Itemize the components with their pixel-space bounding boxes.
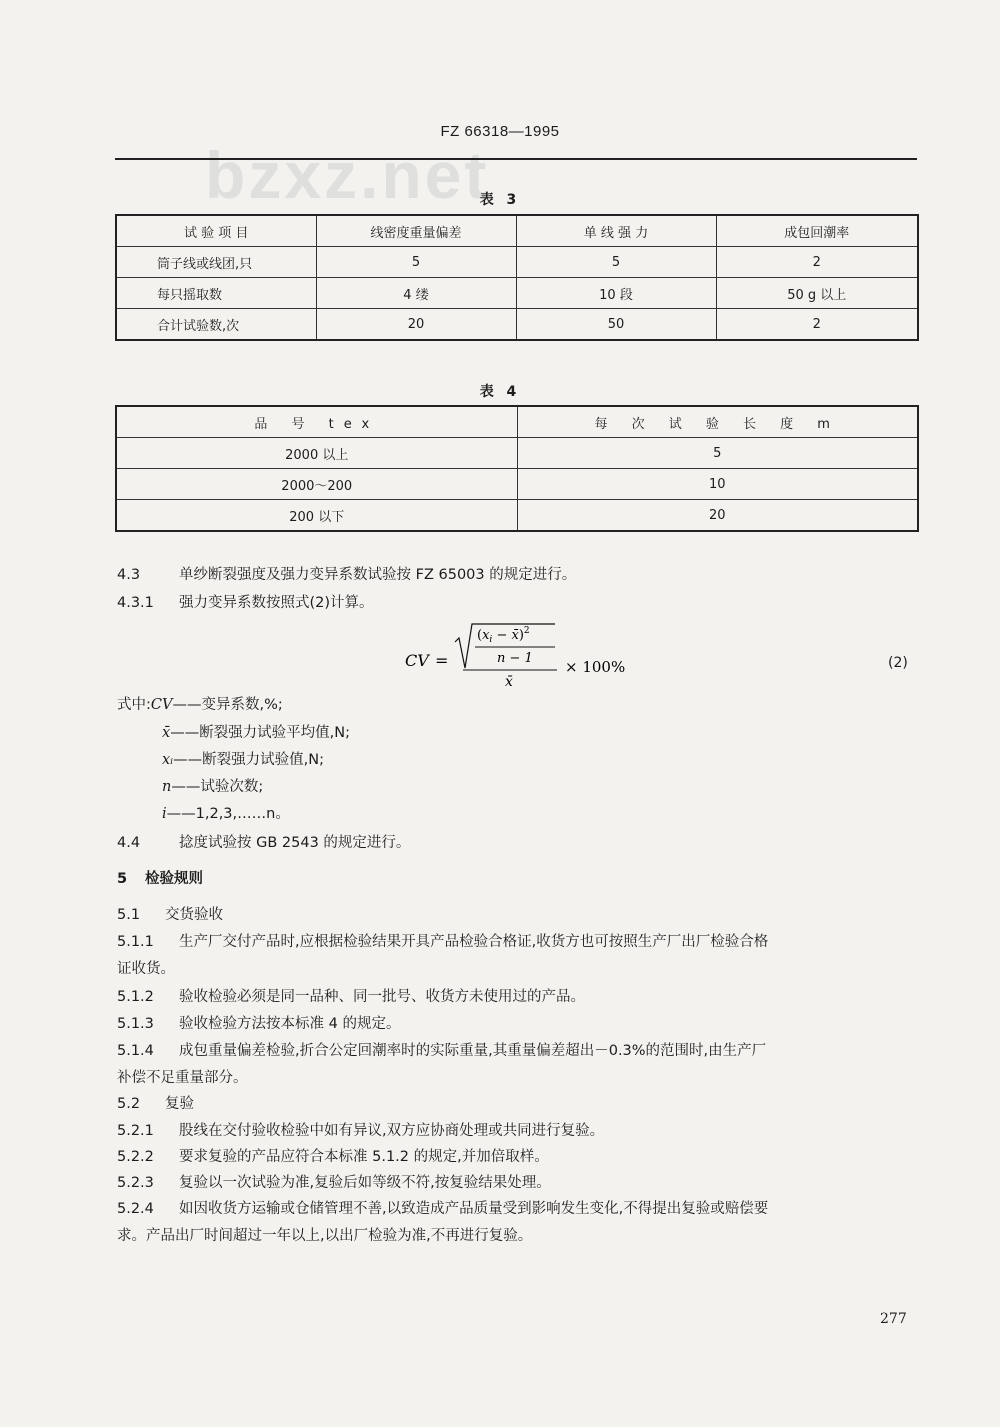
clause-text-continued: 求。产品出厂时间超过一年以上,以出厂检验为准,不再进行复验。 [117,1228,533,1244]
clause-5-2-2 [117,1144,932,1171]
table4-caption: 表 4 [479,384,521,400]
clause-number: 5.2.2 [117,1149,154,1165]
table-header-row [116,215,918,247]
table-cell: 每只摇取数 [116,278,316,309]
table-header-cell: 品 号 tex [116,406,517,438]
table-row [116,278,918,309]
table-cell: 2000～200 [116,469,517,500]
table-cell: 20 [316,309,516,341]
formula-times-100: × 100% [565,658,626,676]
clause-text: 强力变异系数按照式(2)计算。 [179,595,374,611]
definition-intro: 式中: [117,697,151,713]
clause-5-2-3 [117,1170,932,1197]
symbol: CV [150,697,173,713]
table-cell: 50 g 以上 [716,278,918,309]
clause-text: 复验 [165,1096,194,1112]
table-header-cell: 成包回潮率 [716,215,918,247]
clause-text: 复验以一次试验为准,复验后如等级不符,按复验结果处理。 [179,1175,551,1191]
definition-i [162,801,290,828]
clause-5-1-1 [117,929,932,983]
section-number: 5 [117,871,128,887]
table-row [116,438,918,469]
table-cell: 50 [516,309,716,341]
table-cell: 2 [716,309,918,341]
table-cell: 20 [517,500,918,532]
clause-number: 5.1 [117,907,141,923]
definition-cv [117,692,283,719]
table-cell: 2000 以上 [116,438,517,469]
table-cell: 200 以下 [116,500,517,532]
definition-text: ——断裂强力试验值,N; [173,752,324,768]
clause-5-2-1 [117,1118,932,1145]
clause-number: 5.1.4 [117,1043,154,1059]
clause-text: 股线在交付验收检验中如有异议,双方应协商处理或共同进行复验。 [179,1123,605,1139]
table-cell: 2 [716,247,918,278]
table-cell: 4 缕 [316,278,516,309]
clause-text: 交货验收 [165,907,223,923]
table3-caption: 表 3 [479,192,521,208]
clause-5-1 [117,902,932,929]
watermark: bzxz.net [205,138,490,212]
clause-number: 4.3.1 [117,595,154,611]
table-row [116,247,918,278]
cv-formula [405,620,645,690]
clause-5-1-2 [117,984,932,1011]
table-cell: 5 [316,247,516,278]
table-cell: 5 [517,438,918,469]
standard-code: FZ 66318—1995 [440,123,560,140]
table-header-row [116,406,918,438]
definition-text: ——变异系数,%; [172,697,283,713]
table-cell: 筒子线或线团,只 [116,247,316,278]
table3 [115,214,919,341]
formula-cv: CV [405,651,429,670]
table-row [116,309,918,341]
clause-number: 4.4 [117,835,141,851]
definition-text: ——1,2,3,……n。 [166,806,290,822]
clause-number: 5.2.1 [117,1123,154,1139]
clause-number: 5.2 [117,1096,141,1112]
clause-text-continued: 证收货。 [117,961,175,977]
clause-text: 如因收货方运输或仓储管理不善,以致造成产品质量受到影响发生变化,不得提出复验或赔偿要 [179,1201,769,1217]
symbol: x̄ [162,725,171,741]
table-cell: 合计试验数,次 [116,309,316,341]
clause-number: 5.1.3 [117,1016,154,1032]
definition-xi [162,747,324,774]
formula-numerator: ($x_i$ − x̄)$^2$ [477,626,530,645]
definition-text: ——断裂强力试验平均值,N; [170,725,351,741]
clause-number: 4.3 [117,567,141,583]
clause-text: 要求复验的产品应符合本标准 5.1.2 的规定,并加倍取样。 [179,1149,549,1165]
table-row [116,469,918,500]
symbol: xᵢ [162,752,174,768]
table-cell: 10 段 [516,278,716,309]
symbol: n [162,779,172,795]
header-rule [115,158,917,160]
formula-number: (2) [888,655,908,671]
clause-text: 成包重量偏差检验,折合公定回潮率时的实际重量,其重量偏差超出－0.3%的范围时,由生产厂 [179,1043,767,1059]
section-5-heading [117,866,932,893]
clause-number: 5.2.4 [117,1201,154,1217]
symbol: i [162,806,167,822]
page-number: 277 [880,1311,907,1327]
clause-5-1-3 [117,1011,932,1038]
formula-equals: = [435,651,449,670]
clause-text: 验收检验必须是同一品种、同一批号、收货方未使用过的产品。 [179,989,585,1005]
clause-text: 捻度试验按 GB 2543 的规定进行。 [179,835,411,851]
formula-n-minus-1: n − 1 [497,651,533,666]
clause-text: 生产厂交付产品时,应根据检验结果开具产品检验合格证,收货方也可按照生产厂出厂检验合格 [179,934,769,950]
clause-number: 5.1.1 [117,934,154,950]
clause-5-2 [117,1091,932,1118]
table-header-cell: 每 次 试 验 长 度 m [517,406,918,438]
clause-text: 验收检验方法按本标准 4 的规定。 [179,1016,401,1032]
table-header-cell: 试 验 项 目 [116,215,316,247]
clause-4-3 [117,562,932,589]
clause-number: 5.2.3 [117,1175,154,1191]
clause-text: 单纱断裂强度及强力变异系数试验按 FZ 65003 的规定进行。 [179,567,577,583]
table-cell: 10 [517,469,918,500]
table-cell: 5 [516,247,716,278]
clause-text-continued: 补偿不足重量部分。 [117,1070,248,1086]
table-header-cell: 单 线 强 力 [516,215,716,247]
table-row [116,500,918,532]
section-title: 检验规则 [145,871,203,887]
clause-5-2-4 [117,1196,932,1250]
table4 [115,405,919,532]
clause-4-4 [117,830,932,857]
clause-5-1-4 [117,1038,932,1092]
formula-mean: x̄ [505,674,513,690]
definition-n [162,774,263,801]
clause-number: 5.1.2 [117,989,154,1005]
table-header-cell: 线密度重量偏差 [316,215,516,247]
definition-text: ——试验次数; [171,779,264,795]
definition-xbar [162,720,350,747]
clause-4-3-1 [117,590,932,617]
